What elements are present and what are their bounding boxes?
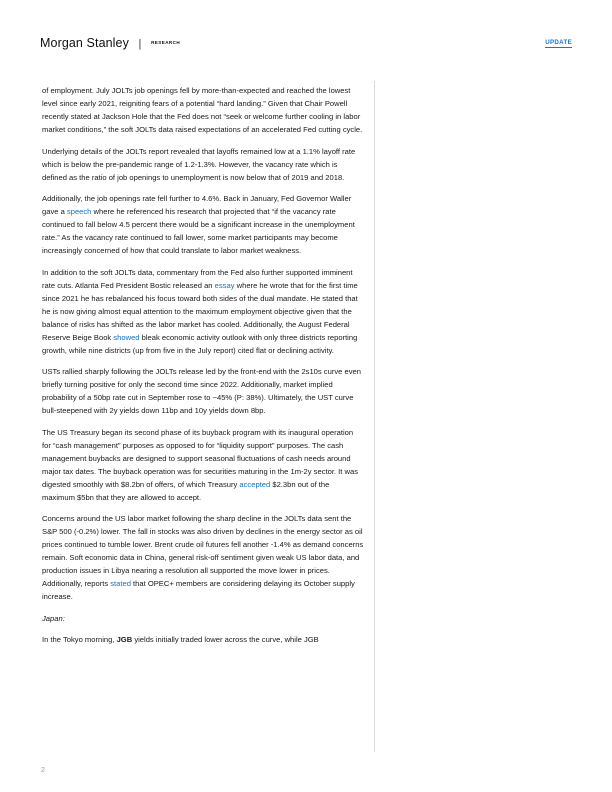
paragraph-text: yields initially traded lower across the curve, while JGB xyxy=(132,635,319,644)
paragraph xyxy=(42,612,364,625)
inline-link[interactable]: showed xyxy=(113,332,140,342)
paragraph-text: bleak economic activity outlook with only three districts reporting growth, while nine districts (up from five in the July report) cited flat or declining activity. xyxy=(42,332,358,355)
paragraph xyxy=(42,84,364,136)
paragraph-text: that OPEC+ members are considering delaying its October supply increase. xyxy=(42,579,355,601)
paragraph-text: $2.3bn out of the maximum $5bn that they are allowed to accept. xyxy=(42,479,330,502)
section-heading: Japan: xyxy=(42,613,65,623)
bold-text: JGB xyxy=(116,635,133,644)
inline-link[interactable]: essay xyxy=(214,280,235,290)
paragraph-text: where he referenced his research that projected that “if the vacancy rate continued to fall below 4.5 percent there would be a significant increase in the unemployment rate.” As the vacancy rate continued to fall lower, some market participants may become increasingly concerned of how that could translate to labor market weakness. xyxy=(42,207,355,255)
paragraph-text: of employment. July JOLTs job openings fell by more-than-expected and reached the lowest level since early 2021, reigniting fears of a potential “hard landing.” Given that Chair Powell recently stated at Jackson Hole that the Fed does not “seek or welcome further cooling in labor market conditions,” the soft JOLTs data raised expectations of an accelerated Fed cutting cycle. xyxy=(42,86,363,134)
page-number: 2 xyxy=(41,767,45,774)
paragraph-text: The US Treasury began its second phase of its buyback program with its inaugural operation for “cash management” purposes as opposed to for “liquidity support” purposes. The cash management buybacks are designed to support seasonal fluctuations of cash needs around major tax dates. The buyback operation was for securities maturing in the 1m-2y sector. It was digested smoothly with $8.2bn of offers, of which Treasury xyxy=(42,427,358,489)
paragraph-text: where he wrote that for the first time since 2021 he has rebalanced his focus toward both sides of the dual mandate. He stated that he is now giving almost equal attention to the maximum employment objective given that the balance of risks has shifted as the labor market has cooled. Additionally, the August Federal Reserve Beige Book xyxy=(42,280,358,342)
paragraph-text: Additionally, the job openings rate fell further to 4.6%. Back in January, Fed Governor Waller gave a xyxy=(42,194,352,216)
header-separator: | xyxy=(138,38,142,50)
paragraph xyxy=(42,365,364,417)
brand-block xyxy=(40,36,180,50)
paragraph xyxy=(42,633,364,646)
paragraph-text: Underlying details of the JOLTs report revealed that layoffs remained low at a 1.1% layoff rate which is below the pre-pandemic range of 1.2-1.3%. However, the vacancy rate which is defined as the ratio of job openings to unemployment is now below that of 2019 and 2018. xyxy=(42,146,356,182)
paragraph-text: USTs rallied sharply following the JOLTs release led by the front-end with the 2s10s curve even briefly turning positive for only the second time since 2022. Additionally, market implied probability of a 50bp rate cut in September rose to ~45% (P: 38%). Ultimately, the UST curve bull-steepened with 2y yields down 11bp and 10y yields down 8bp. xyxy=(42,367,361,415)
update-badge: UPDATE xyxy=(545,39,572,46)
paragraph xyxy=(42,145,364,184)
brand-logo: Morgan Stanley xyxy=(40,36,129,50)
inline-link[interactable]: accepted xyxy=(239,479,271,489)
page-header xyxy=(40,36,572,52)
inline-link[interactable]: stated xyxy=(110,579,131,588)
column-divider xyxy=(374,81,375,752)
inline-link[interactable]: speech xyxy=(66,207,92,216)
paragraph xyxy=(42,512,364,603)
paragraph xyxy=(42,426,364,504)
section-label: RESEARCH xyxy=(151,40,181,45)
article-body xyxy=(42,84,364,655)
paragraph-text: In addition to the soft JOLTs data, commentary from the Fed also further supported imminent rate cuts. Atlanta Fed President Bostic released an xyxy=(42,267,353,290)
paragraph-text: In the Tokyo morning, xyxy=(42,635,117,644)
paragraph xyxy=(42,192,364,257)
paragraph xyxy=(42,266,364,357)
paragraph-text: Concerns around the US labor market following the sharp decline in the JOLTs data sent the S&P 500 (-0.2%) lower. The fall in stocks was also driven by declines in the energy sector as oil prices continued to tumble lower. Brent crude oil futures fell another -1.4% as demand concerns remain. Soft economic data in China, general risk-off sentiment given weak US labor data, and production issues in Libya nearing a resolution all supported the move lower in prices. Additionally, reports xyxy=(42,514,364,588)
